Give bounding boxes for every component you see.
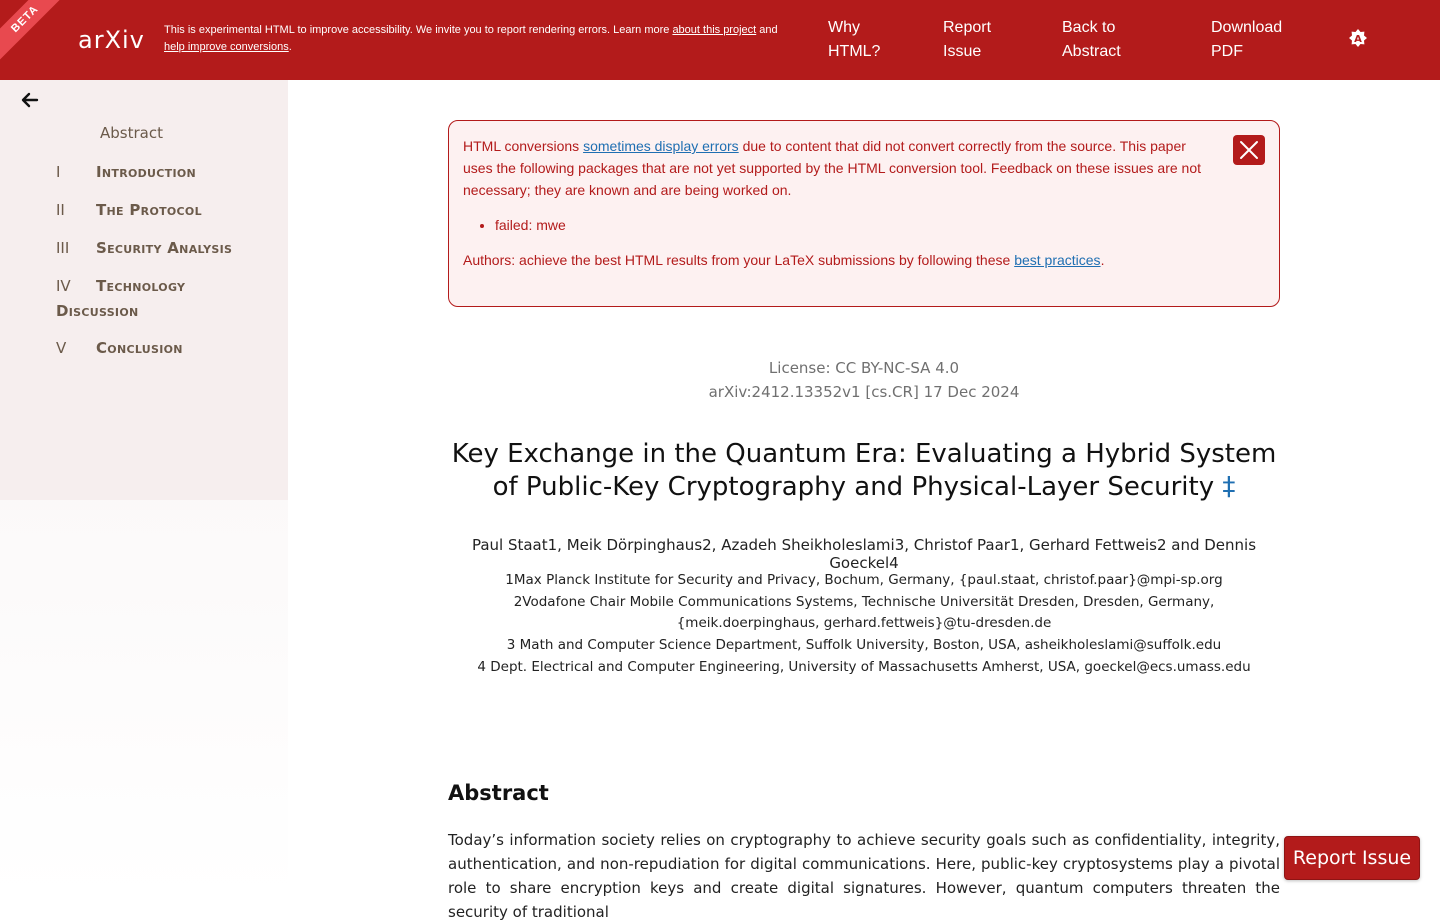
title-line-2: of Public-Key Cryptography and Physical-Layer Security xyxy=(492,472,1215,502)
report-issue-link[interactable] xyxy=(943,16,991,64)
report-issue-line2: Issue xyxy=(943,43,982,60)
abstract-text: Today’s information society relies on cryptography to achieve security goals such as confidentiality, integrity, authentication, and non-repudiation for digital communications. Here, public-key cryptosystems play a pivotal role to share encryption keys and create digital signatures. However, quantum computers threaten the security of traditional xyxy=(448,831,1280,921)
download-pdf-line2: PDF xyxy=(1211,43,1243,60)
license: License: CC BY-NC-SA 4.0 xyxy=(768,359,960,377)
table-of-contents xyxy=(0,80,288,900)
close-icon xyxy=(1238,139,1260,161)
best-practices-link[interactable]: best practices xyxy=(1014,252,1101,268)
affiliation: 4 Dept. Electrical and Computer Engineering, University of Massachusetts Amherst, USA, goeckel@ecs.umass.edu xyxy=(477,659,1251,675)
conversion-warning-alert xyxy=(448,120,1280,307)
toc-number: V xyxy=(56,339,67,357)
download-pdf-line1: Download xyxy=(1211,19,1283,36)
toc-item-abstract[interactable]: Abstract xyxy=(100,124,163,142)
list-item: • failed: mwe xyxy=(495,214,1219,236)
download-pdf-link[interactable] xyxy=(1211,16,1282,64)
author-list: Paul Staat1, Meik Dörpinghaus2, Azadeh Sheikholeslami3, Christof Paar1, Gerhard Fettweis2 and Dennis Goeckel4 xyxy=(471,536,1257,572)
toc-label: Conclusion xyxy=(96,339,183,357)
authors-text: Authors: achieve the best HTML results from your LaTeX submissions by following these xyxy=(463,252,1015,268)
affiliation: 2Vodafone Chair Mobile Communications Systems, Technische Universität Dresden, Dresden, Germany, xyxy=(513,594,1215,610)
authors-text-end: . xyxy=(1100,252,1105,268)
top-banner xyxy=(0,0,1440,80)
alert-text-2: due to content that did not convert correctly from the source. This paper uses the following packages that are not yet supported by the HTML conversion tool. Feedback on these issues are not necessary; they are known and are being worked on. xyxy=(463,138,1202,198)
toc-item-security-analysis[interactable] xyxy=(56,236,232,261)
alert-message xyxy=(463,135,1219,201)
toc-item-conclusion[interactable] xyxy=(56,336,183,361)
close-alert-button[interactable] xyxy=(1233,135,1265,165)
toc-label: The Protocol xyxy=(96,201,202,219)
abstract-heading: Abstract xyxy=(448,781,549,805)
toc-label: Security Analysis xyxy=(96,239,233,257)
unsupported-packages-list xyxy=(495,214,1219,236)
beta-ribbon: BETA xyxy=(0,0,72,66)
arrow-left-icon[interactable] xyxy=(20,90,40,110)
toc-number: II xyxy=(56,201,65,219)
authors-advice xyxy=(463,249,1219,271)
arxiv-logo[interactable] xyxy=(78,24,154,58)
back-to-abstract-line2: Abstract xyxy=(1062,43,1121,60)
svg-text:A: A xyxy=(1354,34,1362,45)
toc-number: III xyxy=(56,239,70,257)
why-html-link[interactable] xyxy=(828,16,880,64)
logo-text: arXiv xyxy=(78,26,145,54)
paper-title xyxy=(448,438,1280,504)
toc-item-the-protocol[interactable] xyxy=(56,198,202,223)
display-errors-link[interactable]: sometimes display errors xyxy=(583,138,739,154)
alert-text-1: HTML conversions xyxy=(463,138,584,154)
toc-item-technology-discussion[interactable] xyxy=(56,274,185,324)
affiliation: 3 Math and Computer Science Department, Suffolk University, Boston, USA, asheikholeslami@suffolk.edu xyxy=(506,637,1222,653)
toc-label: Introduction xyxy=(96,163,197,181)
toc-number: I xyxy=(56,163,61,181)
about-project-link[interactable]: about this project xyxy=(672,24,757,36)
experimental-html-notice xyxy=(164,22,814,56)
affiliation: 1Max Planck Institute for Security and Privacy, Bochum, Germany, {paul.staat, christof.paar}@mpi-sp.org xyxy=(505,572,1223,588)
title-line-1: Key Exchange in the Quantum Era: Evaluating a Hybrid System xyxy=(451,439,1277,469)
banner-text-2: and xyxy=(756,24,778,36)
toc-number: IV xyxy=(56,277,71,295)
back-to-abstract-link[interactable] xyxy=(1062,16,1121,64)
back-to-abstract-line1: Back to xyxy=(1062,19,1116,36)
affiliation: {meik.doerpinghaus, gerhard.fettweis}@tu-dresden.de xyxy=(676,615,1052,631)
help-improve-conversions-link[interactable]: help improve conversions xyxy=(164,41,289,53)
banner-text-1: This is experimental HTML to improve accessibility. We invite you to report rendering errors. Learn more xyxy=(164,24,673,36)
brightness-icon[interactable] xyxy=(1348,28,1368,48)
report-issue-line1: Report xyxy=(943,19,992,36)
toc-label-continued: Discussion xyxy=(56,302,139,320)
toc-label: Technology xyxy=(96,277,186,295)
why-html-line1: Why xyxy=(828,19,860,36)
banner-text-3: . xyxy=(288,41,292,53)
arxiv-identifier: arXiv:2412.13352v1 [cs.CR] 17 Dec 2024 xyxy=(708,383,1020,401)
why-html-line2: HTML? xyxy=(828,43,881,60)
toc-item-introduction[interactable] xyxy=(56,160,196,185)
report-issue-button[interactable]: Report Issue xyxy=(1284,836,1420,880)
title-footnote-mark[interactable]: ‡ xyxy=(1222,472,1236,502)
